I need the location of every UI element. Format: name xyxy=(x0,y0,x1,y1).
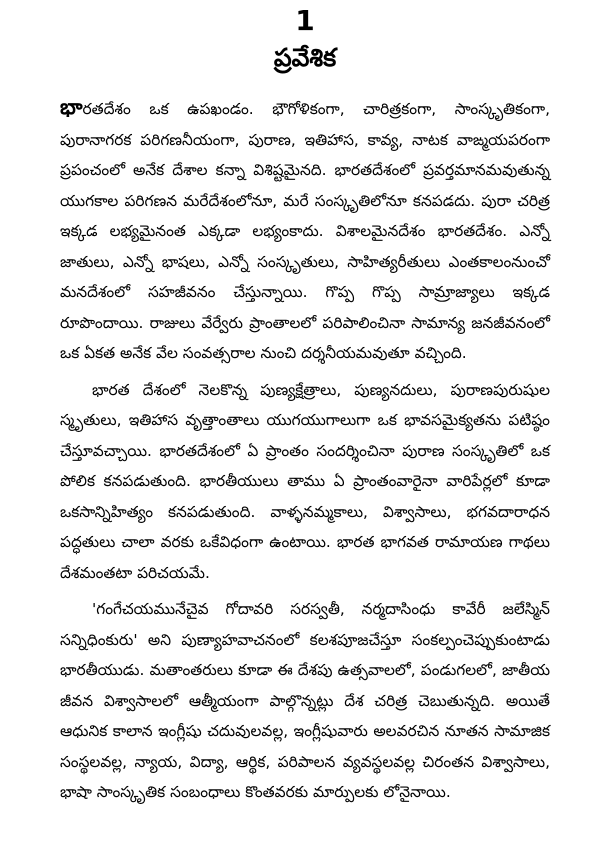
chapter-number: 1 xyxy=(295,4,315,37)
paragraph-1 xyxy=(60,92,550,369)
chapter-title: ప్రవేశిక xyxy=(273,43,337,72)
paragraph-1-text: రతదేశం ఒక ఉపఖండం. భౌగోళికంగా, చారిత్రకంగా, సాంస్కృతికంగా, పురానాగరక పరిగణనీయంగా, పురాణ, ఇతిహాస, కావ్య, నాటక వాఙ్మయపరంగా ప్రపంచంలో అనేక దేశాల కన్నా విశిష్టమైనది. భారతదేశంలో ప్రవర్తమానమవుతున్న యుగకాల పరిగణన మరేదేశంలోనూ, మరే సంస్కృతిలోనూ కనపడదు. పురా చరిత్ర ఇక్కడ లభ్యమైనంత ఎక్కడా లభ్యంకాదు. విశాలమైనదేశం భారతదేశం. ఎన్నో జాతులు, ఎన్నో భాషలు, ఎన్నో సంస్కృతులు, సాహిత్యరీతులు ఎంతకాలంనుంచో మనదేశంలో సహజీవనం చేస్తున్నాయి. గొప్ప గొప్ప సామ్రాజ్యాలు ఇక్కడ రూపొందాయి. రాజులు వేర్వేరు ప్రాంతాలలో పరిపాలించినా సామాన్య జనజీవనంలో ఒక ఏకత అనేక వేల సంవత్సరాల నుంచి దర్శనీయమవుతూ వచ్చింది. xyxy=(60,100,550,362)
drop-cap: భా xyxy=(60,95,83,119)
paragraph-3: 'గంగేచయమునేచైవ గోదావరి సరస్వతీ, నర్మదాసింధు కావేరీ జలేస్మిన్ సన్నిధింకురు' అని పుణ్యాహవాచనంలో కలశపూజచేస్తూ సంకల్పంచెప్పుకుంటాడు భారతీయుడు. మతాంతరులు కూడా ఈ దేశపు ఉత్సవాలలో, పండుగలలో, జాతీయ జీవన విశ్వాసాలలో ఆత్మీయంగా పాల్గొన్నట్లు దేశ చరిత్ర చెబుతున్నది. అయితే ఆధునిక కాలాన ఇంగ్లీషు చదువులవల్ల, ఇంగ్లీషువారు అలవరచిన నూతన సామాజిక సంస్థలవల్ల, న్యాయ, విద్యా, ఆర్థిక, పరిపాలన వ్యవస్థలవల్ల చిరంతన విశ్వాసాలు, భాషా సాంస్కృతిక సంబంధాలు కొంతవరకు మార్పులకు లోనైనాయి. xyxy=(60,600,550,801)
paragraph-2: భారత దేశంలో నెలకొన్న పుణ్యక్షేత్రాలు, పుణ్యనదులు, పురాణపురుషుల స్మృతులు, ఇతిహాస వృత్తాంతాలు యుగయుగాలుగా ఒక భావసమైక్యతను పటిష్ఠం చేస్తూవచ్చాయి. భారతదేశంలో ఏ ప్రాంతం సందర్శించినా పురాణ సంస్కృతిలో ఒక పోలిక కనపడుతుంది. భారతీయులు తాము ఏ ప్రాంతంవారైనా వారిపేర్లలో కూడా ఒకసాన్నిహిత్యం కనపడుతుంది. వాళ్ళనమ్మకాలు, విశ్వాసాలు, భగవదారాధన పద్ధతులు చాలా వరకు ఒకేవిధంగా ఉంటాయి. భారత భాగవత రామాయణ గాథలు దేశమంతటా పరిచయమే. xyxy=(60,380,550,582)
